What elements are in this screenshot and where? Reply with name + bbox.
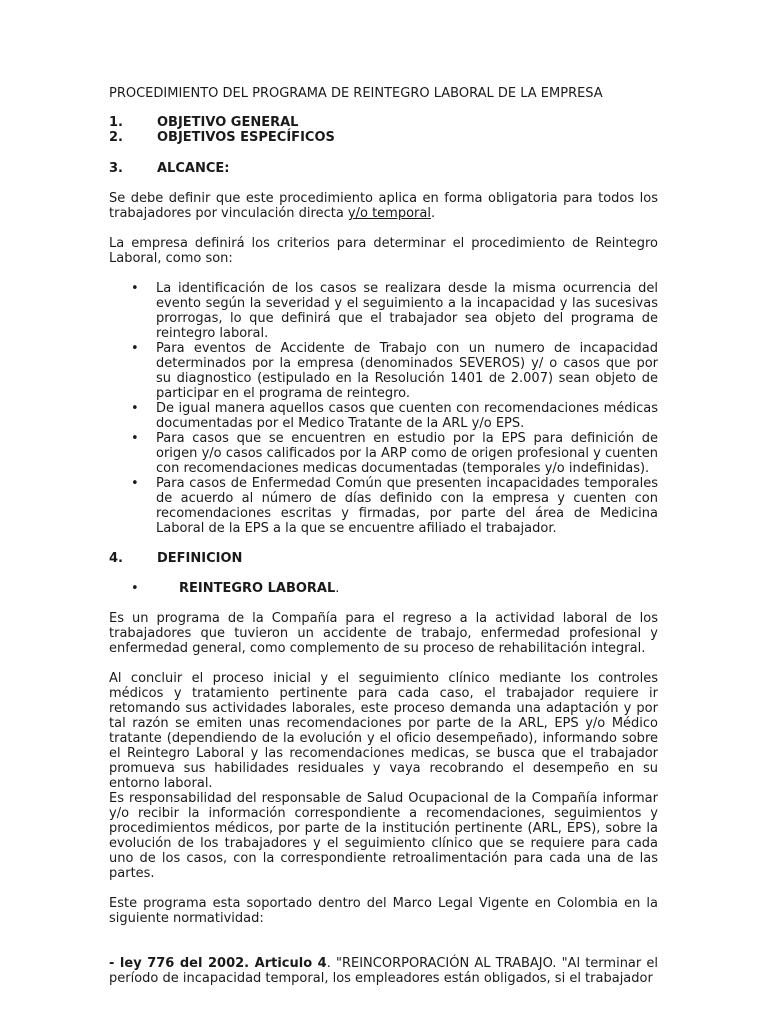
law-reference: - ley 776 del 2002. Articulo 4 <box>109 956 327 971</box>
list-item: • Para casos de Enfermedad Común que presenten incapacidades temporales de acuerdo al número de días definido con la empresa y cuenten con recomendaciones escritas y firmadas, por parte del área de Medicina Laboral de la EPS a la que se encuentre afiliado el trabajador. <box>109 476 658 536</box>
heading-definicion <box>109 551 658 566</box>
heading-number: 2. <box>109 130 123 145</box>
objectives-headings <box>109 115 658 145</box>
paragraph-text: Se debe definir que este procedimiento aplica en forma obligatoria para todos los trabajadores por vinculación directa <box>109 191 658 221</box>
paragraph-proceso: Al concluir el proceso inicial y el seguimiento clínico mediante los controles médicos y tratamiento pertinente para cada caso, el trabajador requiere ir retomando sus actividades laborales, este proceso demanda una adaptación y por tal razón se emiten unas recomendaciones por parte de la ARL, EPS y/o Médico tratante (dependiendo de la evolución y el oficio desempeñado), informando sobre el Reintegro Laboral y las recomendaciones medicas, se busca que el trabajador promueva sus habilidades residuales y vaya recobrando el desempeño en su entorno laboral. <box>109 671 658 791</box>
heading-text: ALCANCE: <box>157 161 230 176</box>
heading-text: DEFINICION <box>157 551 243 566</box>
heading-number: 1. <box>109 115 123 130</box>
document-body <box>109 86 658 986</box>
heading-number: 3. <box>109 161 123 176</box>
paragraph-marco-legal: Este programa esta soportado dentro del Marco Legal Vigente en Colombia en la siguiente normatividad: <box>109 896 658 926</box>
heading-number: 4. <box>109 551 123 566</box>
criteria-list <box>109 281 658 536</box>
heading-text: OBJETIVOS ESPECÍFICOS <box>157 130 335 145</box>
paragraph-programa: Es un programa de la Compañía para el regreso a la actividad laboral de los trabajadores que tuvieron un accidente de trabajo, enfermedad profesional y enfermedad general, como complemento de su proceso de rehabilitación integral. <box>109 611 658 656</box>
heading-alcance <box>109 161 658 176</box>
list-item: • La identificación de los casos se realizara desde la misma ocurrencia del evento según la severidad y el seguimiento a la incapacidad y las sucesivas prorrogas, lo que definirá que el trabajador sea objeto del programa de reintegro laboral. <box>109 281 658 341</box>
paragraph-text: . "REINCORPORACIÓN AL TRABAJO. "Al terminar el período de incapacidad temporal, los empleadores están obligados, si el trabajador <box>109 956 658 986</box>
document-title: PROCEDIMIENTO DEL PROGRAMA DE REINTEGRO LABORAL DE LA EMPRESA <box>109 86 603 101</box>
heading-text: OBJETIVO GENERAL <box>157 115 299 130</box>
underlined-text: y/o temporal <box>347 206 431 221</box>
heading-objetivos-especificos <box>109 130 658 145</box>
paragraph-ley-776 <box>109 956 658 986</box>
paragraph-criterios: La empresa definirá los criterios para determinar el procedimiento de Reintegro Laboral, como son: <box>109 236 658 266</box>
list-item: • Para eventos de Accidente de Trabajo con un numero de incapacidad determinados por la empresa (denominados SEVEROS) y/ o casos que por su diagnostico (estipulado en la Resolución 1401 de 2.007) sean objeto de participar en el programa de reintegro. <box>109 341 658 401</box>
subheading-reintegro-laboral: • REINTEGRO LABORAL. <box>109 581 658 596</box>
paragraph-responsabilidad: Es responsabilidad del responsable de Salud Ocupacional de la Compañía informar y/o recibir la información correspondiente a recomendaciones, seguimientos y procedimientos médicos, por parte de la institución pertinente (ARL, EPS), sobre la evolución de los trabajadores y el seguimiento clínico que se requiere para cada uno de los casos, con la correspondiente retroalimentación para cada una de las partes. <box>109 791 658 881</box>
paragraph-alcance: Se debe definir que este procedimiento aplica en forma obligatoria para todos los trabajadores por vinculación directa y/o temporal. <box>109 191 658 221</box>
list-item: • De igual manera aquellos casos que cuenten con recomendaciones médicas documentadas por el Medico Tratante de la ARL y/o EPS. <box>109 401 658 431</box>
heading-objetivo-general <box>109 115 658 130</box>
list-item: • Para casos que se encuentren en estudio por la EPS para definición de origen y/o casos calificados por la ARP como de origen profesional y cuenten con recomendaciones medicas documentadas (temporales y/o indefinidas). <box>109 431 658 476</box>
